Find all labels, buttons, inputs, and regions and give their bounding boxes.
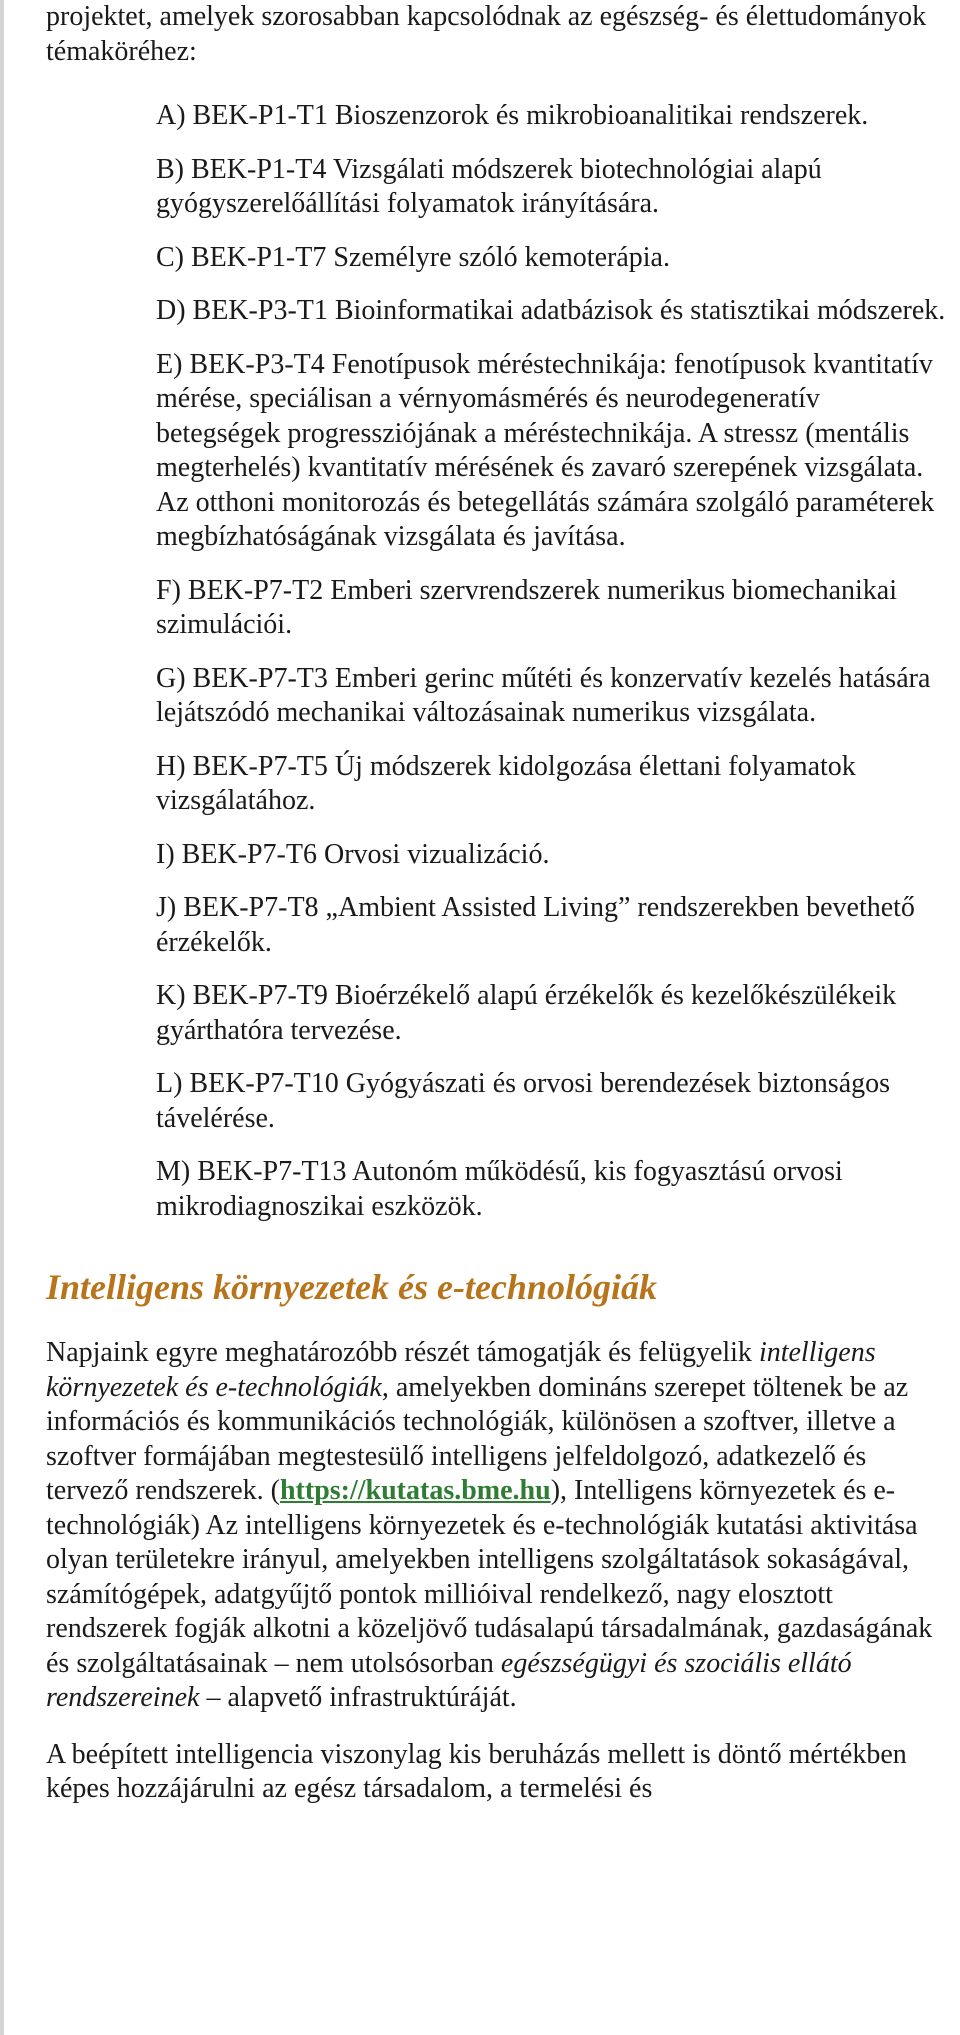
list-item: B) BEK-P1-T4 Vizsgálati módszerek biotechnológiai alapú gyógyszerelőállítási folyamatok irányítására.: [156, 153, 822, 219]
page-left-border: [0, 0, 4, 2035]
list-item: E) BEK-P3-T4 Fenotípusok méréstechnikája: fenotípusok kvantitatív mérése, speciálisan a vérnyomásmérés és neurodegeneratív betegségek progressziójának a méréstechnikája. A stressz (mentális megterhelés) kvantitatív mérésének és zavaró szerepének vizsgálata. Az otthoni monitorozás és betegellátás számára szolgáló paraméterek megbízhatóságának vizsgálata és javítása.: [156, 348, 935, 552]
project-list: [156, 99, 946, 1224]
list-item: A) BEK-P1-T1 Bioszenzorok és mikrobioanalitikai rendszerek.: [156, 100, 869, 131]
list-item: L) BEK-P7-T10 Gyógyászati és orvosi berendezések biztonságos távelérése.: [156, 1068, 891, 1134]
list-item: D) BEK-P3-T1 Bioinformatikai adatbázisok és statisztikai módszerek.: [156, 295, 946, 326]
document-body: [46, 0, 946, 1829]
list-item: G) BEK-P7-T3 Emberi gerinc műtéti és konzervatív kezelés hatására lejátszódó mechanikai változásainak numerikus vizsgálata.: [156, 662, 931, 728]
list-item: C) BEK-P1-T7 Személyre szóló kemoterápia.: [156, 241, 670, 273]
intro-text: projektet, amelyek szorosabban kapcsolódnak az egészség- és élettudományok témaköréhez:: [46, 1, 927, 67]
list-item: K) BEK-P7-T9 Bioérzékelő alapú érzékelők és kezelőkészülékeik gyárthatóra tervezése.: [156, 980, 897, 1046]
emphasis-text: egészségügyi és szociális ellátó rendszereinek: [46, 1647, 852, 1713]
section-heading: Intelligens környezetek és e-technológiák: [46, 1267, 657, 1307]
list-item: M) BEK-P7-T13 Autonóm működésű, kis fogyasztású orvosi mikrodiagnoszikai eszközök.: [156, 1156, 843, 1222]
list-item: F) BEK-P7-T2 Emberi szervrendszerek numerikus biomechanikai szimulációi.: [156, 574, 898, 640]
list-item: H) BEK-P7-T5 Új módszerek kidolgozása élettani folyamatok vizsgálatához.: [156, 750, 856, 816]
emphasis-text: intelligens környezetek és e-technológiák: [46, 1337, 876, 1403]
section-paragraph: [46, 1336, 946, 1716]
paragraph-text: Napjaink egyre meghatározóbb részét támogatják és felügyelik: [46, 1337, 759, 1368]
list-item: J) BEK-P7-T8 „Ambient Assisted Living” rendszerekben bevethető érzékelők.: [156, 892, 915, 958]
list-item: I) BEK-P7-T6 Orvosi vizualizáció.: [156, 838, 550, 870]
paragraph-text: , amelyekben domináns szerepet töltenek be az információs és kommunikációs technológiák, különösen a szoftver, illetve a szoftver formájában megtestesülő intelligens jelfeldolgozó, adatkezelő és tervező rendszerek. (: [46, 1371, 909, 1506]
kutatas-link[interactable]: https://kutatas.bme.hu: [279, 1475, 551, 1506]
paragraph-text: – alapvető infrastruktúráját.: [199, 1682, 517, 1713]
section-paragraph: A beépített intelligencia viszonylag kis beruházás mellett is döntő mértékben képes hozzájárulni az egész társadalom, a termelési és: [46, 1738, 907, 1804]
paragraph-text: ), Intelligens környezetek és e-technológiák) Az intelligens környezetek és e-technológiák kutatási aktivitása olyan területekre irányul, amelyekben intelligens szolgáltatások sokaságával, számítógépek, adatgyűjtő pontok millióival rendelkező, nagy elosztott rendszerek fogják alkotni a közeljövő tudásalapú társadalmának, gazdaságának és szolgáltatásainak – nem utolsósorban: [46, 1475, 933, 1679]
